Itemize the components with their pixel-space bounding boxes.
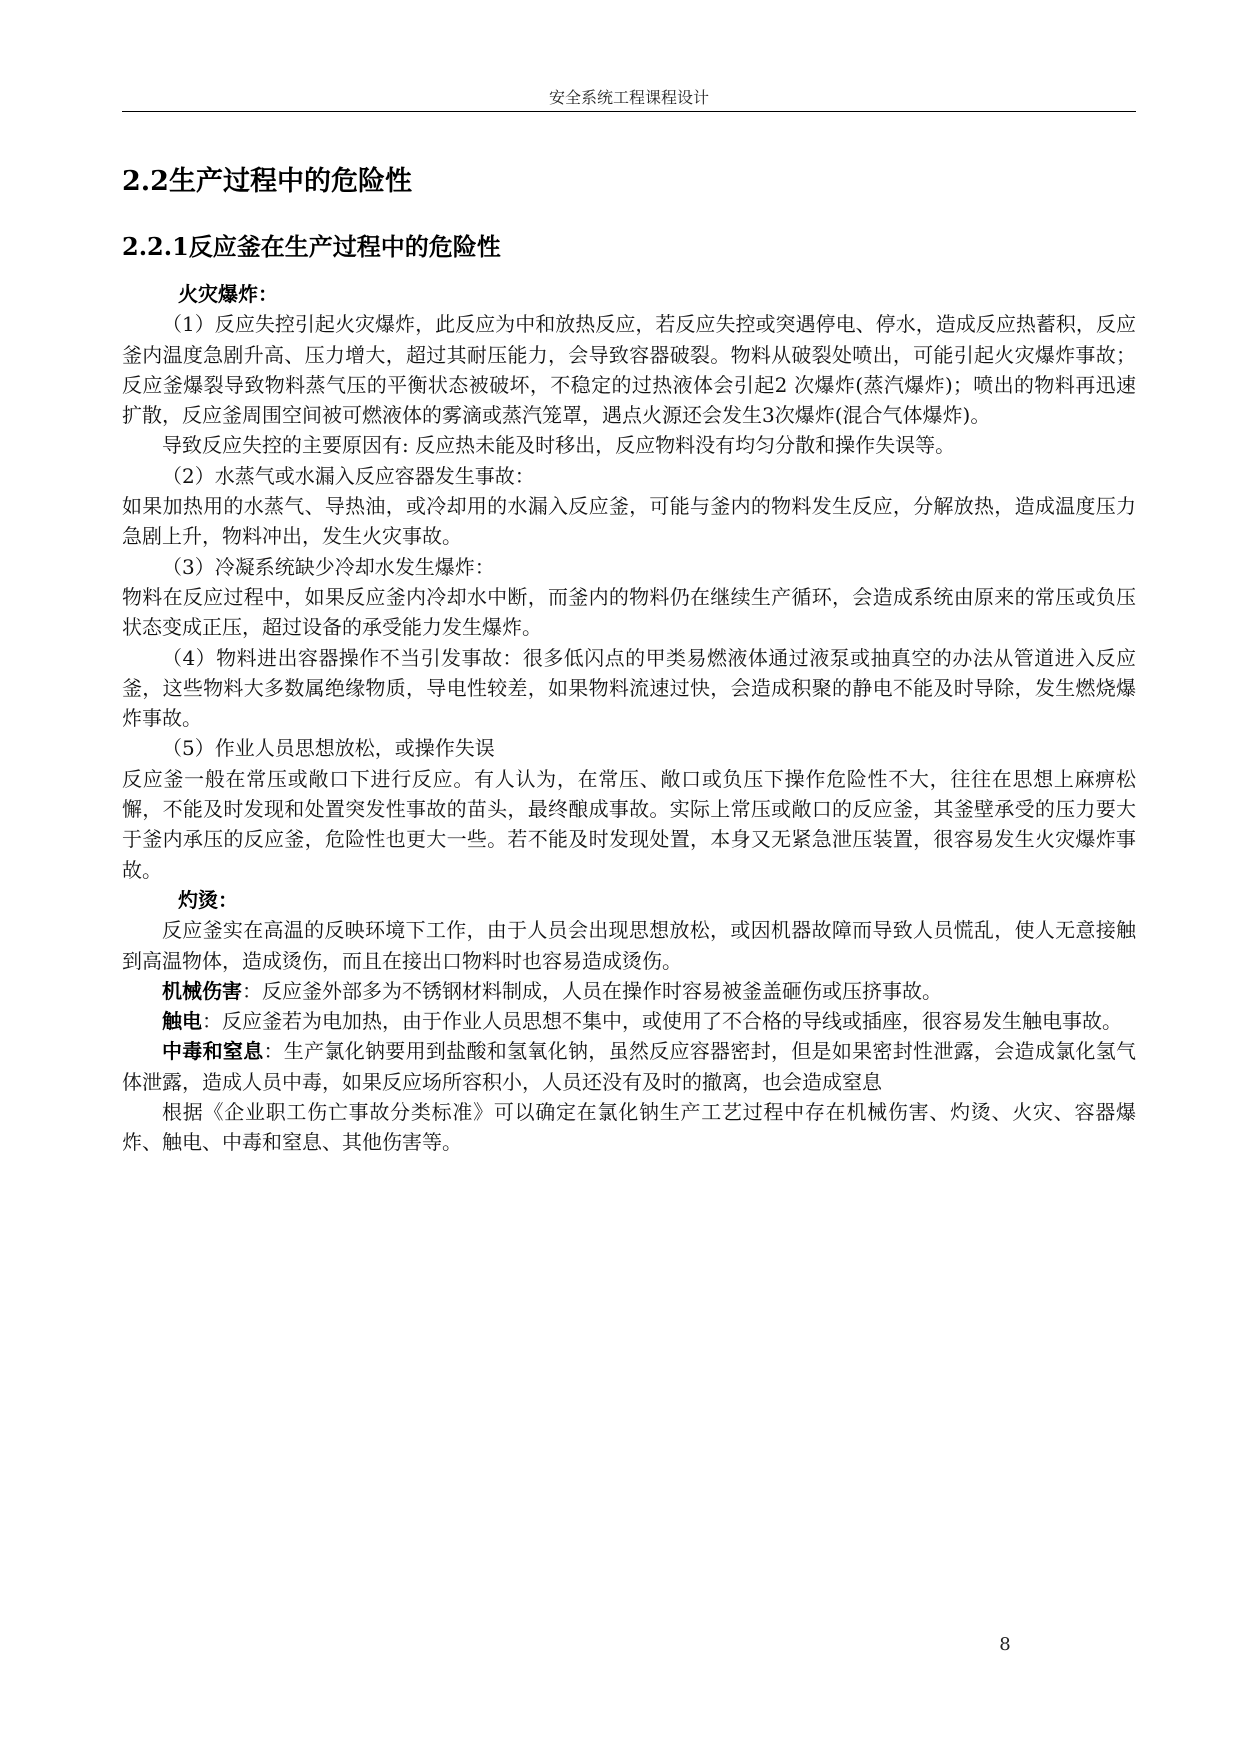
- burn-label: 灼烫：: [178, 887, 238, 912]
- mech-body: ：反应釜外部多为不锈钢材料制成，人员在操作时容易被釜盖砸伤或压挤事故。: [242, 978, 942, 1003]
- paragraph-fire-item3-body: 物料在反应过程中，如果反应釜内冷却水中断，而釜内的物料仍在继续生产循环，会造成系统由原来的常压或负压状态变成正压，超过设备的承受能力发生爆炸。: [122, 584, 1136, 640]
- paragraph-fire-item1: （1）反应失控引起火灾爆炸，此反应为中和放热反应，若反应失控或突遇停电、停水，造成反应热蓄积，反应釜内温度急剧升高、压力增大，超过其耐压能力，会导致容器破裂。物料从破裂处喷出，可能引起火灾爆炸事故；反应釜爆裂导致物料蒸气压的平衡状态被破坏，不稳定的过热液体会引起2 次爆炸(蒸汽爆炸)；喷出的物料再迅速扩散，反应釜周围空间被可燃液体的雾滴或蒸汽笼罩，遇点火源还会发生3次爆炸(混合气体爆炸)。: [122, 312, 1136, 428]
- header-rule: [122, 111, 1136, 112]
- paragraph-burn-body: 反应釜实在高温的反映环境下工作，由于人员会出现思想放松，或因机器故障而导致人员慌乱，使人无意接触到高温物体，造成烫伤，而且在接出口物料时也容易造成烫伤。: [122, 918, 1136, 973]
- shock-label: 触电: [162, 1009, 202, 1034]
- page-number: 8: [999, 1634, 1011, 1655]
- paragraph-fire-item2-body: 如果加热用的水蒸气、导热油，或冷却用的水漏入反应釜，可能与釜内的物料发生反应，分解放热，造成温度压力急剧上升，物料冲出，发生火灾事故。: [122, 494, 1136, 549]
- paragraph-fire-item2-title: （2）水蒸气或水漏入反应容器发生事故：: [162, 463, 535, 488]
- fire-label: 火灾爆炸：: [178, 282, 278, 306]
- paragraph-fire-item3-title: （3）冷凝系统缺少冷却水发生爆炸：: [162, 554, 495, 579]
- paragraph-conclusion: 根据《企业职工伤亡事故分类标准》可以确定在氯化钠生产工艺过程中存在机械伤害、灼烫、火灾、容器爆炸、触电、中毒和窒息、其他伤害等。: [122, 1100, 1136, 1155]
- body-text: [122, 279, 1136, 1158]
- paragraph-fire-cause: 导致反应失控的主要原因有: 反应热未能及时移出，反应物料没有均匀分散和操作失误等。: [162, 433, 956, 458]
- section-heading: 2.2生产过程中的危险性: [122, 166, 412, 197]
- paragraph-fire-item5-title: （5）作业人员思想放松，或操作失误: [162, 736, 495, 761]
- paragraph-fire-label: [122, 279, 1136, 309]
- paragraph-burn-label: [122, 885, 1136, 915]
- paragraph-mech: [122, 976, 1136, 1006]
- poison-label: 中毒和窒息: [162, 1039, 264, 1064]
- paragraph-poison: [122, 1036, 1136, 1097]
- paragraph-fire-item4: （4）物料进出容器操作不当引发事故：很多低闪点的甲类易燃液体通过液泵或抽真空的办法从管道进入反应釜，这些物料大多数属绝缘物质，导电性较差，如果物料流速过快，会造成积聚的静电不能及时导除，发生燃烧爆炸事故。: [122, 645, 1136, 731]
- subsection-heading: 2.2.1反应釜在生产过程中的危险性: [122, 232, 501, 261]
- running-header: 安全系统工程课程设计: [548, 88, 709, 107]
- poison-body: ：生产氯化钠要用到盐酸和氢氧化钠，虽然反应容器密封，但是如果密封性泄露，会造成氯化氢气体泄露，造成人员中毒，如果反应场所容积小，人员还没有及时的撤离，也会造成窒息: [122, 1039, 1137, 1094]
- mech-label: 机械伤害: [162, 978, 242, 1003]
- paragraph-shock: [122, 1006, 1136, 1036]
- shock-body: ：反应釜若为电加热，由于作业人员思想不集中，或使用了不合格的导线或插座，很容易发生触电事故。: [202, 1009, 1122, 1034]
- paragraph-fire-item5-body: 反应釜一般在常压或敞口下进行反应。有人认为，在常压、敞口或负压下操作危险性不大，往往在思想上麻痹松懈，不能及时发现和处置突发性事故的苗头，最终酿成事故。实际上常压或敞口的反应釜，其釜壁承受的压力要大于釜内承压的反应釜，危险性也更大一些。若不能及时发现处置，本身又无紧急泄压装置，很容易发生火灾爆炸事故。: [122, 766, 1136, 882]
